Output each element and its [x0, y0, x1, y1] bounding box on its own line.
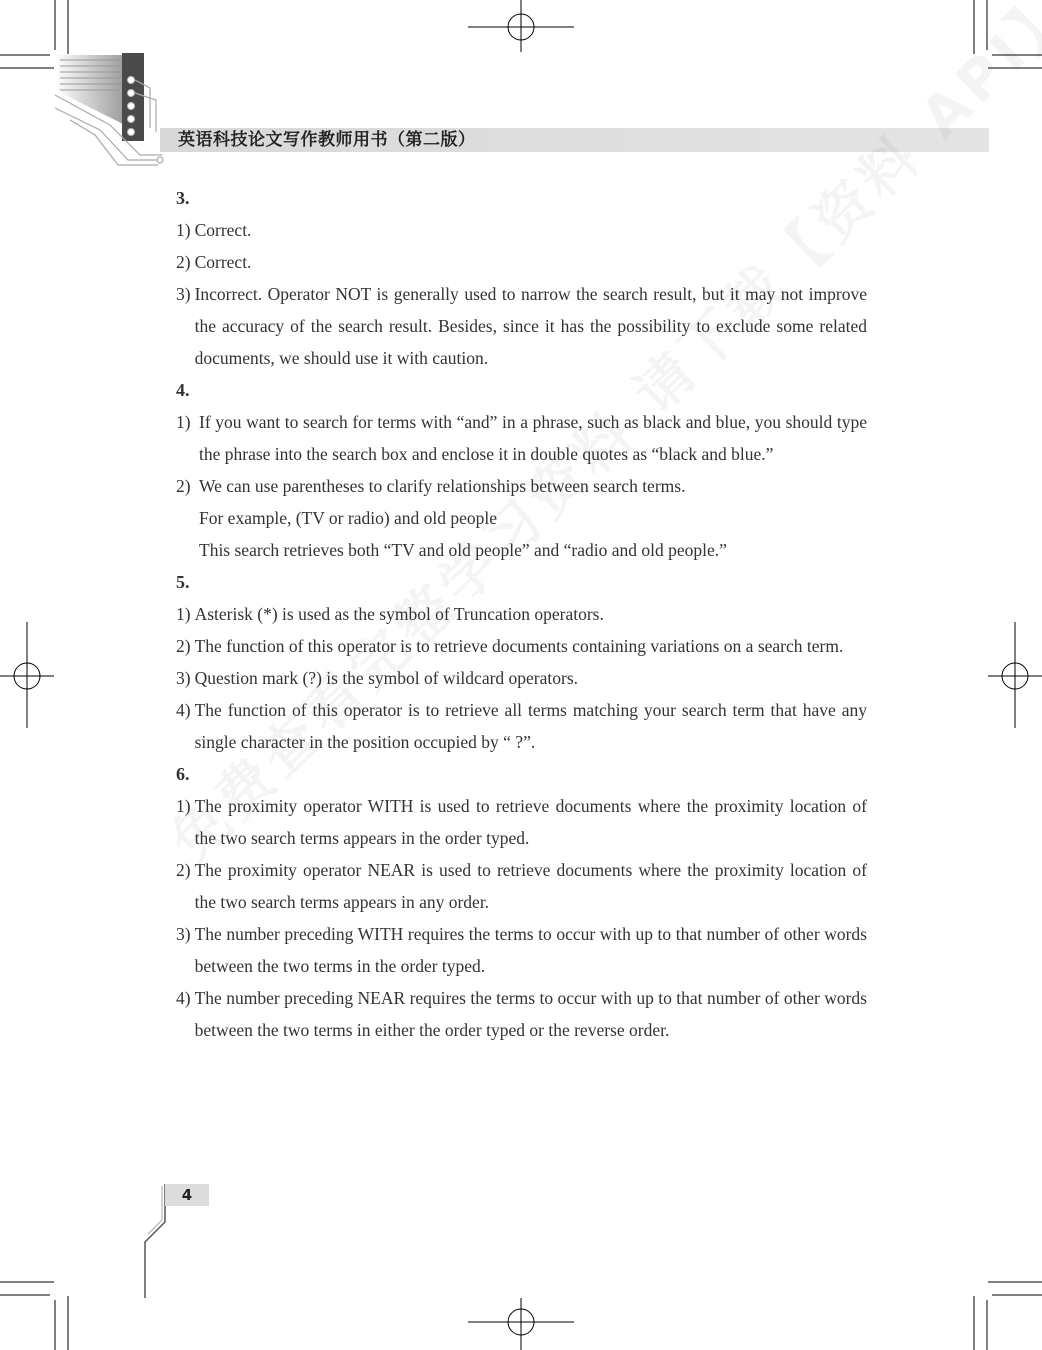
- item-number: 4): [176, 700, 191, 720]
- item-text: We can use parentheses to clarify relationships between search terms.: [199, 476, 686, 496]
- item-number: 1): [176, 604, 191, 624]
- page-header-title: 英语科技论文写作教师用书（第二版）: [178, 130, 476, 150]
- item-text: The proximity operator NEAR is used to retrieve documents where the proximity location of the two search terms appears in any order.: [194, 860, 867, 912]
- item-text: Asterisk (*) is used as the symbol of Truncation operators.: [194, 604, 604, 624]
- item-number: 3): [176, 284, 191, 304]
- item-number: 2): [176, 476, 191, 496]
- example-line: This search retrieves both “TV and old people” and “radio and old people.”: [199, 540, 727, 560]
- item-number: 4): [176, 988, 191, 1008]
- item-number: 3): [176, 924, 191, 944]
- item-text: The function of this operator is to retrieve all terms matching your search term that have any single character in the position occupied by “ ?”.: [194, 700, 867, 752]
- example-line: For example, (TV or radio) and old people: [199, 508, 498, 528]
- section-number: 5.: [176, 572, 190, 592]
- item-number: 2): [176, 860, 191, 880]
- item-text: If you want to search for terms with “and” in a phrase, such as black and blue, you should type the phrase into the search box and enclose it in double quotes as “black and blue.”: [199, 412, 867, 464]
- item-number: 1): [176, 412, 191, 432]
- item-text: The number preceding WITH requires the terms to occur with up to that number of other words between the two terms in the order typed.: [194, 924, 867, 976]
- item-text: The function of this operator is to retrieve documents containing variations on a search term.: [194, 636, 844, 656]
- item-text: The proximity operator WITH is used to retrieve documents where the proximity location of the two search terms appears in the order typed.: [194, 796, 867, 848]
- item-text: Correct.: [194, 252, 252, 272]
- section-number: 4.: [176, 380, 190, 400]
- item-number: 2): [176, 636, 191, 656]
- page-number: 4: [181, 1186, 193, 1204]
- item-text: Correct.: [194, 220, 252, 240]
- item-number: 3): [176, 668, 191, 688]
- item-number: 2): [176, 252, 191, 272]
- item-text: The number preceding NEAR requires the terms to occur with up to that number of other words between the two terms in either the order typed or the reverse order.: [194, 988, 867, 1040]
- item-number: 1): [176, 796, 191, 816]
- section-number: 6.: [176, 764, 190, 784]
- item-number: 1): [176, 220, 191, 240]
- section-number: 3.: [176, 188, 190, 208]
- item-text: Incorrect. Operator NOT is generally used to narrow the search result, but it may not improve the accuracy of the search result. Besides, since it has the possibility to exclude some related documents, we should use it with caution.: [194, 284, 867, 368]
- item-text: Question mark (?) is the symbol of wildcard operators.: [194, 668, 579, 688]
